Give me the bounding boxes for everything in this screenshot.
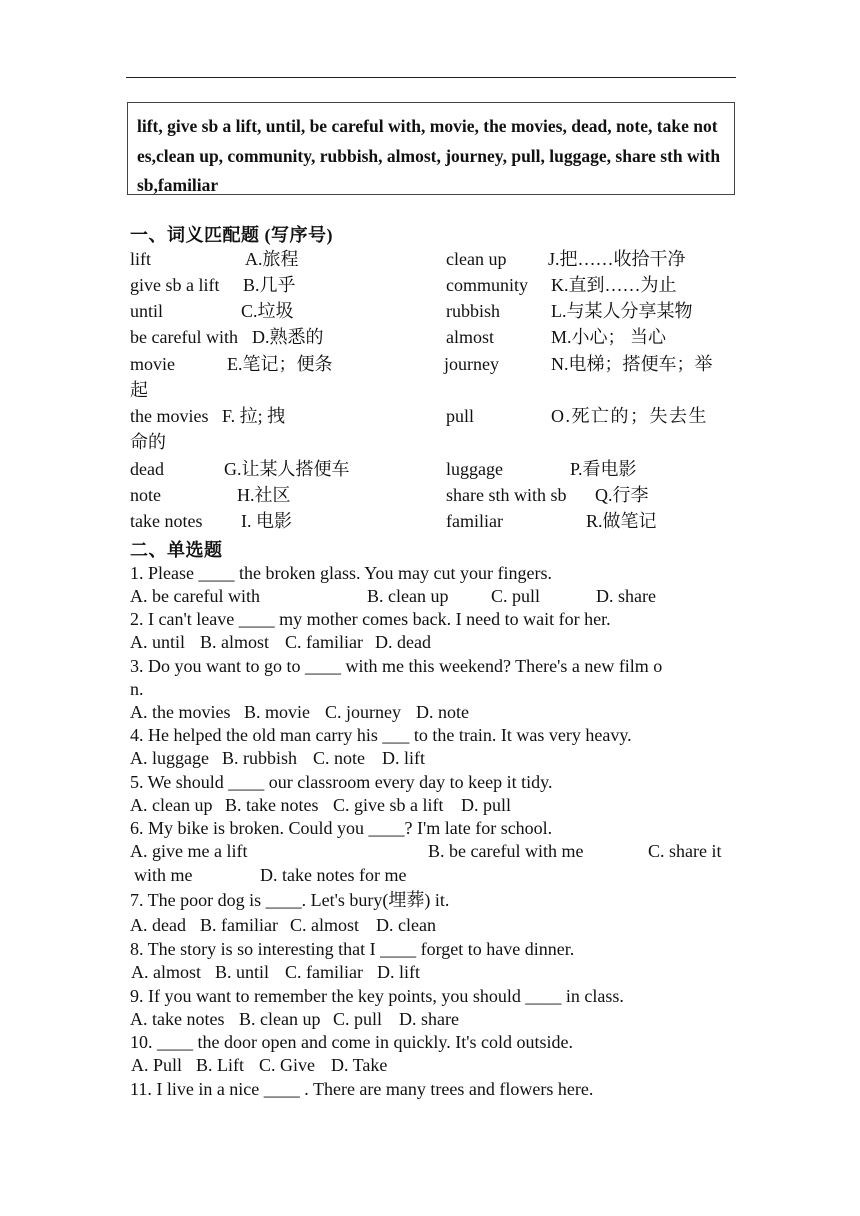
match-right-meaning: N.电梯；搭便车；举 xyxy=(551,354,713,374)
option-d: D. lift xyxy=(382,748,425,768)
option-a: A. until xyxy=(130,632,186,652)
vocabulary-box: lift, give sb a lift, until, be careful with, movie, the movies, dead, note, take notes,clean up, community, rubbish, almost, journey, pull, luggage, share sth with sb,familiar xyxy=(127,102,735,195)
match-left-word: take notes xyxy=(130,511,203,531)
match-left-meaning: D.熟悉的 xyxy=(252,327,324,347)
option-c: C. familiar xyxy=(285,632,363,652)
match-left-word: be careful with xyxy=(130,327,238,347)
option-b: B. movie xyxy=(244,702,310,722)
match-right-meaning: P.看电影 xyxy=(570,459,637,479)
option-a: A. clean up xyxy=(130,795,213,815)
option-b: B. clean up xyxy=(239,1009,321,1029)
match-left-word: note xyxy=(130,485,161,505)
match-right-meaning: L.与某人分享某物 xyxy=(551,301,693,321)
question-text: 2. I can't leave ____ my mother comes back. I need to wait for her. xyxy=(130,609,611,629)
match-left-word: movie xyxy=(130,354,175,374)
option-a: A. the movies xyxy=(130,702,231,722)
option-c: C. journey xyxy=(325,702,401,722)
option-b: B. familiar xyxy=(200,915,278,935)
match-left-word: dead xyxy=(130,459,164,479)
option-b: B. almost xyxy=(200,632,270,652)
question-text: 5. We should ____ our classroom every day to keep it tidy. xyxy=(130,772,553,792)
match-left-meaning: H.社区 xyxy=(237,485,291,505)
option-d: D. note xyxy=(416,702,469,722)
option-c: C. familiar xyxy=(285,962,363,982)
match-right-word: journey xyxy=(444,354,499,374)
option-a: A. luggage xyxy=(130,748,209,768)
match-left-meaning: B.几乎 xyxy=(243,275,296,295)
match-left-word: until xyxy=(130,301,164,321)
match-right-word: almost xyxy=(446,327,494,347)
section-1-title: 一、词义匹配题 (写序号) xyxy=(130,225,333,245)
option-d: D. take notes for me xyxy=(260,865,407,885)
match-left-word: the movies xyxy=(130,406,209,426)
match-wrap-line: 起 xyxy=(130,380,148,400)
match-right-word: clean up xyxy=(446,249,507,269)
match-right-meaning: M.小心； 当心 xyxy=(551,327,667,347)
question-text: 10. ____ the door open and come in quickly. It's cold outside. xyxy=(130,1032,573,1052)
option-b: B. until xyxy=(215,962,270,982)
option-a: A. give me a lift xyxy=(130,841,248,861)
option-d: D. share xyxy=(399,1009,459,1029)
option-a: A. dead xyxy=(130,915,186,935)
option-b: B. clean up xyxy=(367,586,449,606)
match-right-meaning: R.做笔记 xyxy=(586,511,657,531)
question-text: 11. I live in a nice ____ . There are many trees and flowers here. xyxy=(130,1079,594,1099)
question-text: 6. My bike is broken. Could you ____? I'm late for school. xyxy=(130,818,553,838)
match-left-meaning: E.笔记；便条 xyxy=(227,354,333,374)
match-right-word: share sth with sb xyxy=(446,485,567,505)
match-left-meaning: I. 电影 xyxy=(241,511,292,531)
option-a: A. be careful with xyxy=(130,586,260,606)
option-b: B. take notes xyxy=(225,795,319,815)
match-right-word: luggage xyxy=(446,459,503,479)
option-b: B. rubbish xyxy=(222,748,298,768)
match-wrap-line: 命的 xyxy=(130,432,166,452)
question-text: 3. Do you want to go to ____ with me this weekend? There's a new film o xyxy=(130,656,663,676)
question-text: 7. The poor dog is ____. Let's bury(埋葬) it. xyxy=(130,890,450,910)
match-right-meaning: Q.行李 xyxy=(595,485,649,505)
option-c: C. Give xyxy=(259,1055,315,1075)
option-d: D. lift xyxy=(377,962,420,982)
question-text: 9. If you want to remember the key points, you should ____ in class. xyxy=(130,986,624,1006)
question-text: 4. He helped the old man carry his ___ to the train. It was very heavy. xyxy=(130,725,632,745)
match-left-meaning: A.旅程 xyxy=(245,249,299,269)
option-d: D. pull xyxy=(461,795,512,815)
question-text-continued: n. xyxy=(130,679,144,699)
option-d: D. dead xyxy=(375,632,431,652)
option-d: D. clean xyxy=(376,915,436,935)
match-right-word: rubbish xyxy=(446,301,500,321)
match-right-word: community xyxy=(446,275,528,295)
option-a: A. almost xyxy=(131,962,201,982)
option-c: C. give sb a lift xyxy=(333,795,444,815)
top-rule xyxy=(126,77,736,78)
match-left-meaning: F. 拉; 拽 xyxy=(222,406,286,426)
option-d: D. Take xyxy=(331,1055,388,1075)
option-b: B. Lift xyxy=(196,1055,244,1075)
option-c: C. note xyxy=(313,748,365,768)
match-right-meaning: J.把……收拾干净 xyxy=(548,249,686,269)
match-right-word: familiar xyxy=(446,511,503,531)
match-right-word: pull xyxy=(446,406,475,426)
match-left-meaning: G.让某人搭便车 xyxy=(224,459,350,479)
match-right-meaning: O.死亡的；失去生 xyxy=(551,406,708,426)
section-2-title: 二、单选题 xyxy=(130,540,223,560)
option-c: C. almost xyxy=(290,915,360,935)
option-b: B. be careful with me xyxy=(428,841,584,861)
match-left-word: give sb a lift xyxy=(130,275,220,295)
match-right-meaning: K.直到……为止 xyxy=(551,275,677,295)
match-left-word: lift xyxy=(130,249,151,269)
question-text: 1. Please ____ the broken glass. You may cut your fingers. xyxy=(130,563,552,583)
option-c: C. pull xyxy=(333,1009,383,1029)
option-a: A. take notes xyxy=(130,1009,225,1029)
option-a: A. Pull xyxy=(131,1055,183,1075)
option-c: C. share it xyxy=(648,841,722,861)
option-d: D. share xyxy=(596,586,656,606)
option-c: C. pull xyxy=(491,586,541,606)
option-c-continued: with me xyxy=(134,865,193,885)
question-text: 8. The story is so interesting that I ____ forget to have dinner. xyxy=(130,939,575,959)
match-left-meaning: C.垃圾 xyxy=(241,301,294,321)
